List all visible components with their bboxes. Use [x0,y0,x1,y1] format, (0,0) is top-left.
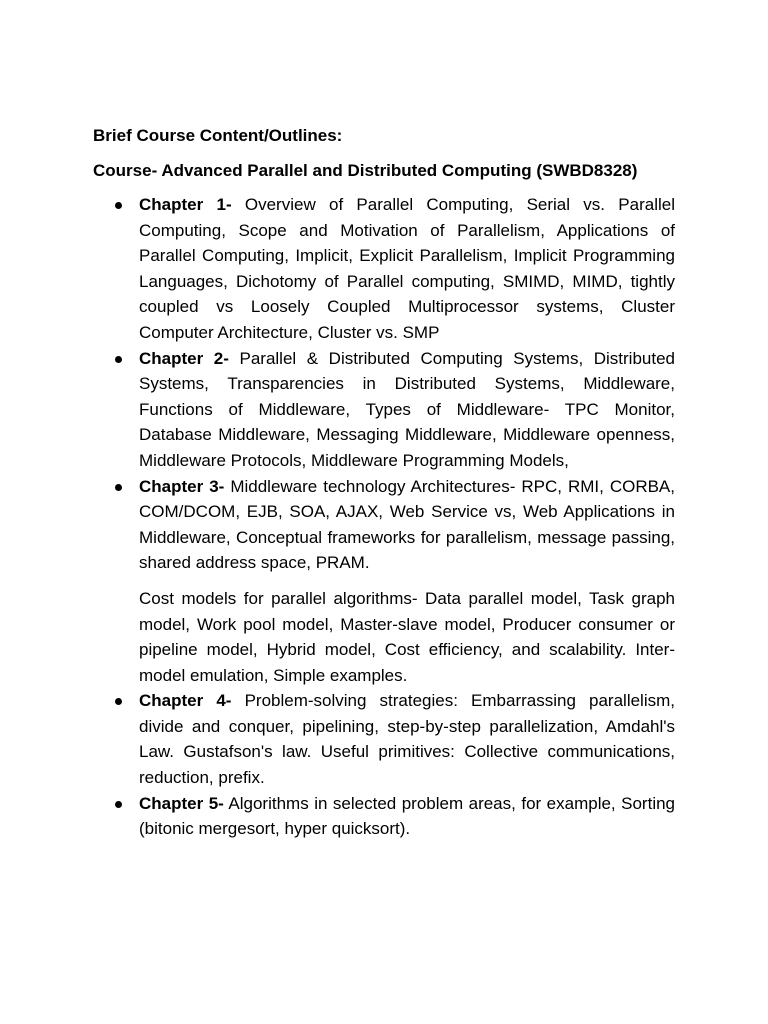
outline-heading: Brief Course Content/Outlines: [93,126,343,145]
bullet-icon [115,202,122,209]
chapter-5-item [93,791,675,842]
chapter-4-item [93,688,675,790]
chapter-label: Chapter 4- [139,691,232,711]
chapter-text: Middleware technology Architectures- RPC, RMI, CORBA, COM/DCOM, EJB, SOA, AJAX, Web Service vs, Web Applications in Middleware, Conceptual frameworks for parallelism, message passing, shared address space, PRAM. [139,476,675,573]
chapter-extra-paragraph: Cost models for parallel algorithms- Data parallel model, Task graph model, Work pool model, Master-slave model, Producer consumer or pipeline model, Hybrid model, Cost efficiency, and scalability. Inter-model emulation, Simple examples. [139,588,675,685]
bullet-icon [115,698,122,705]
chapter-text: Overview of Parallel Computing, Serial vs. Parallel Computing, Scope and Motivation of Parallelism, Applications of Parallel Computing, Implicit, Explicit Parallelism, Implicit Programming Languages, Dichotomy of Parallel computing, SMIMD, MIMD, tightly coupled vs Loosely Coupled Multiprocessor systems, Cluster Computer Architecture, Cluster vs. SMP [139,195,675,342]
chapter-label: Chapter 5- [139,793,224,813]
chapter-2-item [93,346,675,474]
document-page [93,123,675,842]
chapter-label: Chapter 2- [139,348,229,368]
course-title: Course- Advanced Parallel and Distributed Computing (SWBD8328) [93,161,638,180]
chapter-text: Algorithms in selected problem areas, for example, Sorting (bitonic mergesort, hyper quicksort). [139,793,676,839]
chapter-label: Chapter 3- [139,476,225,496]
chapter-list [93,192,675,842]
chapter-text: Problem-solving strategies: Embarrassing parallelism, divide and conquer, pipelining, step-by-step parallelization, Amdahl's Law. Gustafson's law. Useful primitives: Collective communications, reduction, prefix. [139,691,675,788]
bullet-icon [115,484,122,491]
bullet-icon [115,356,122,363]
chapter-label: Chapter 1- [139,195,232,214]
chapter-1-item [93,192,675,346]
bullet-icon [115,801,122,808]
chapter-text: Parallel & Distributed Computing Systems, Distributed Systems, Transparencies in Distributed Systems, Middleware, Functions of Middleware, Types of Middleware- TPC Monitor, Database Middleware, Messaging Middleware, Middleware openness, Middleware Protocols, Middleware Programming Models, [139,348,675,470]
chapter-3-item [93,474,675,689]
